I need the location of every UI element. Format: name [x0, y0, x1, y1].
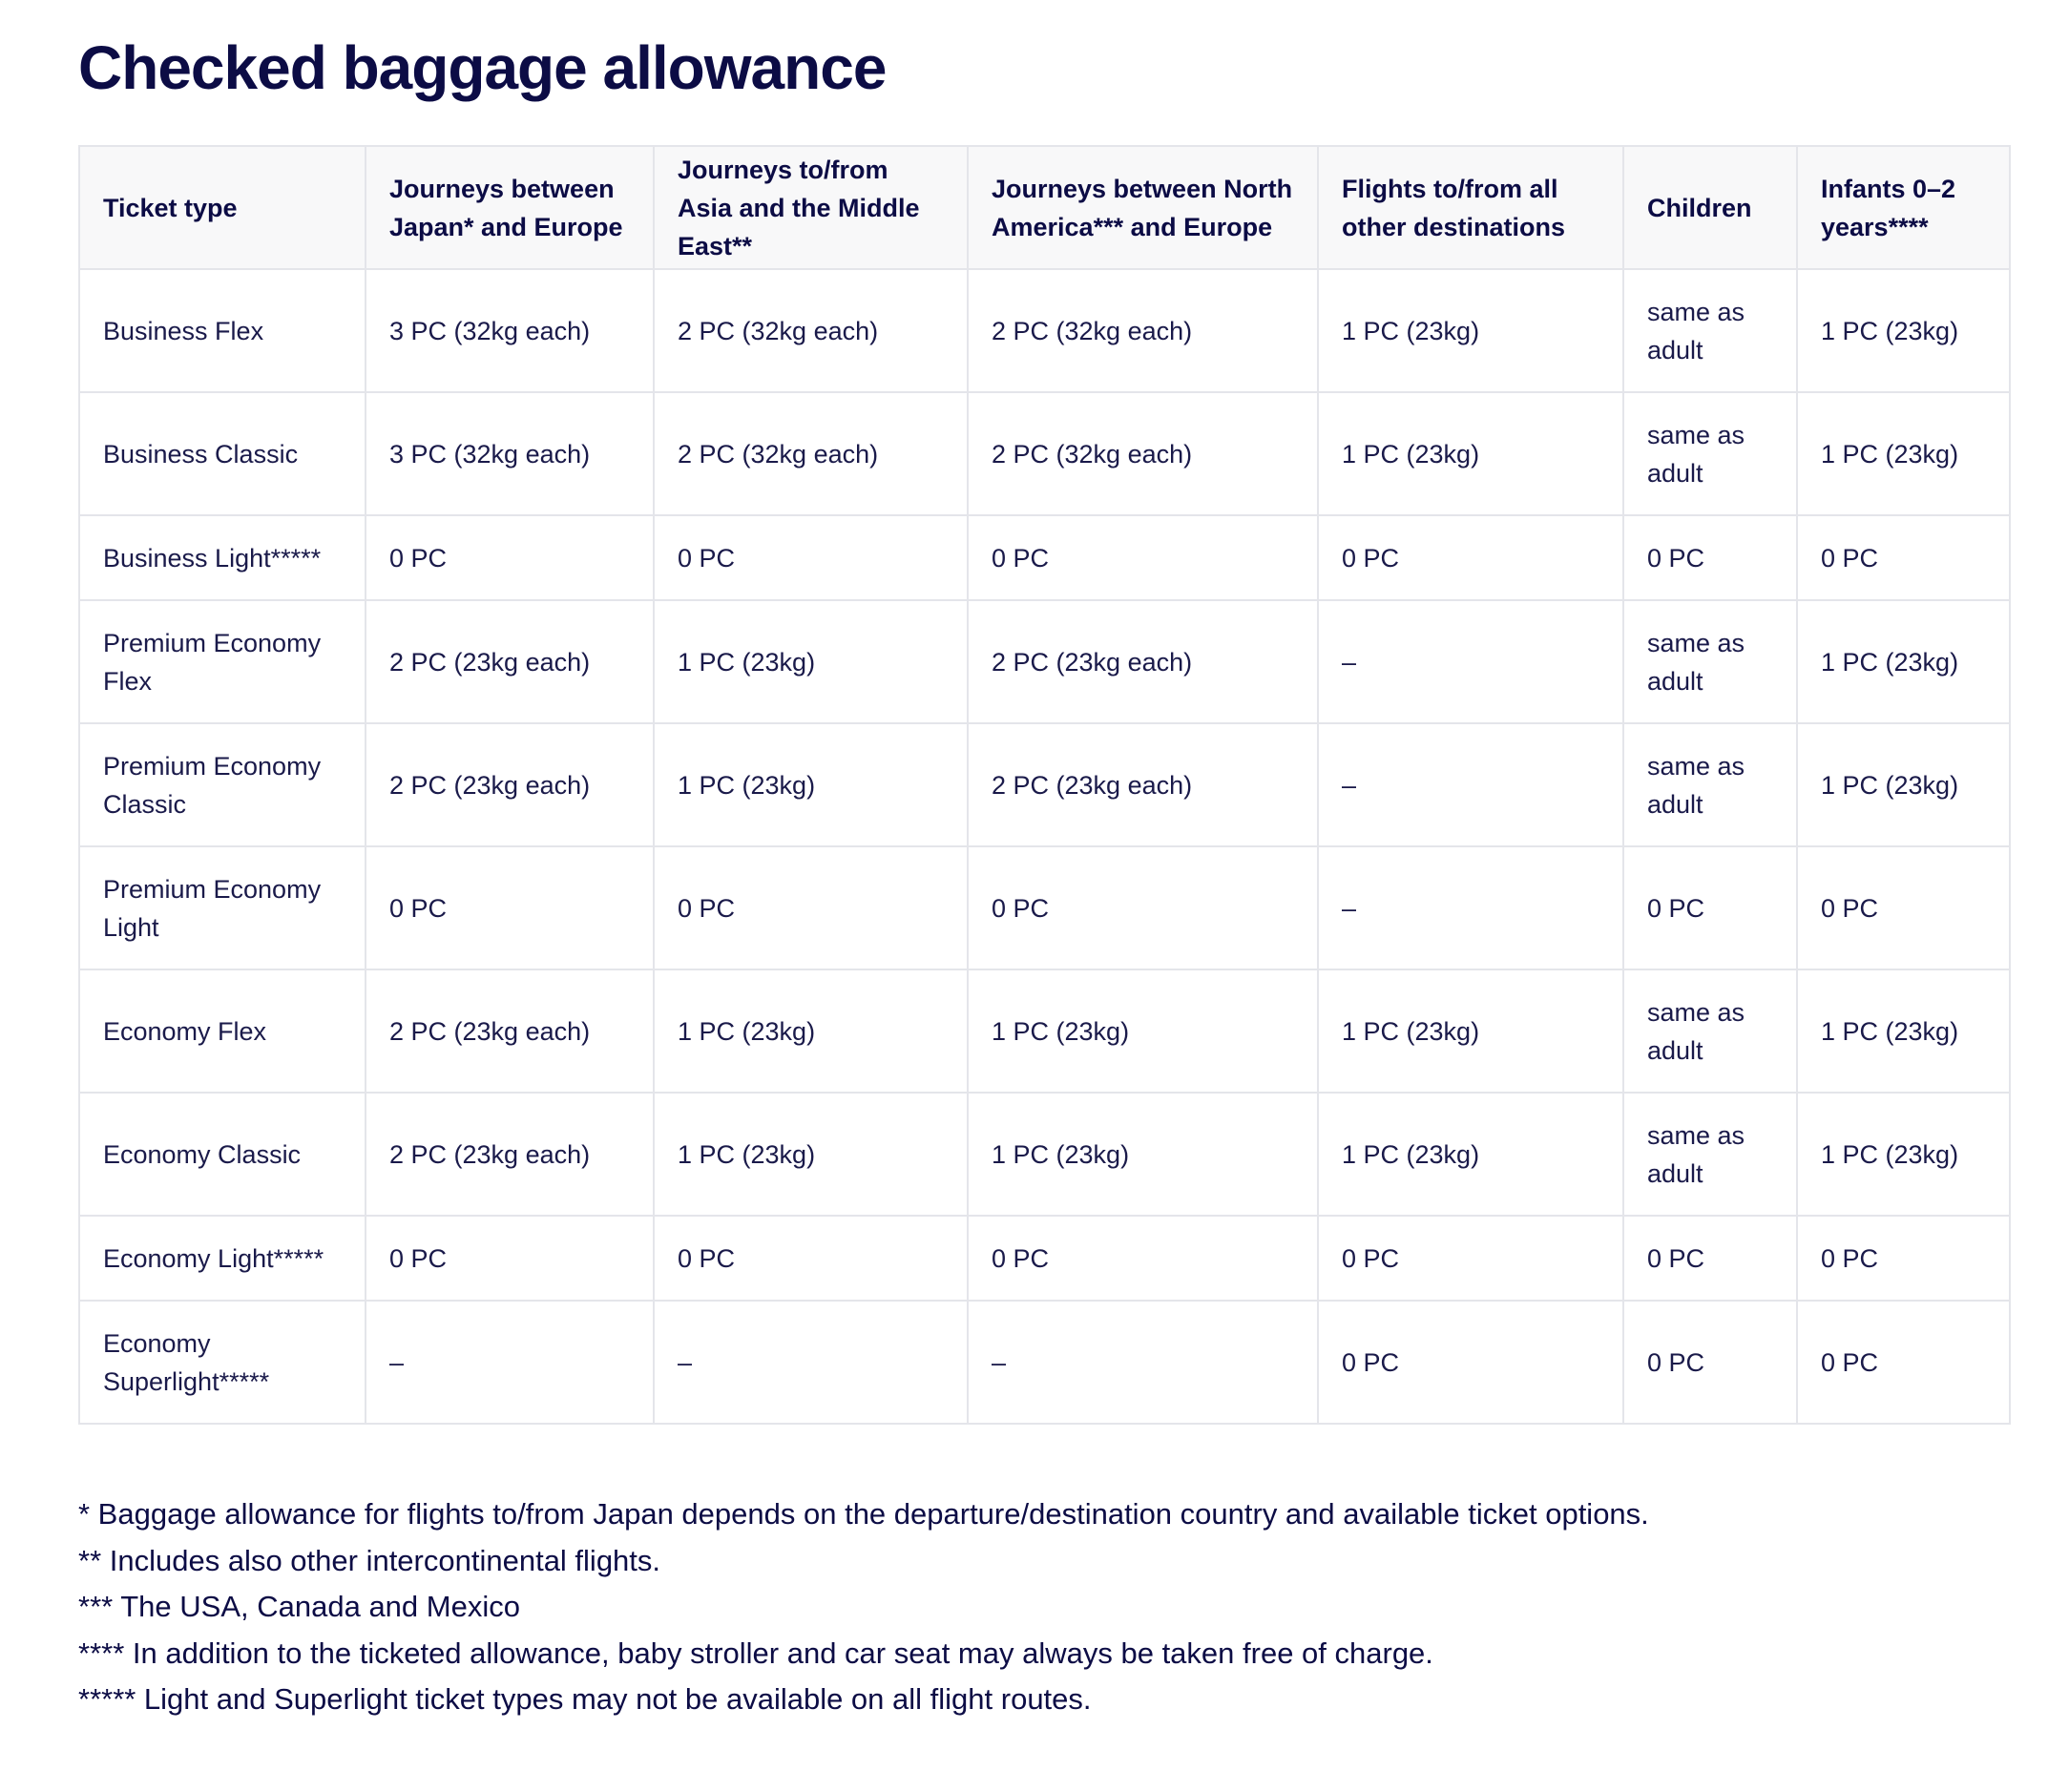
header-north-america-europe: Journeys between North America*** and Europe: [968, 146, 1318, 269]
table-cell: 1 PC (23kg): [1318, 969, 1623, 1093]
table-cell: 0 PC: [1318, 1216, 1623, 1301]
footnote: *** The USA, Canada and Mexico: [78, 1590, 520, 1623]
baggage-allowance-table: [78, 145, 2011, 1425]
table-cell: 0 PC: [654, 1216, 968, 1301]
ticket-type-cell: Economy Superlight*****: [79, 1301, 366, 1424]
table-cell: 2 PC (23kg each): [366, 600, 654, 723]
table-cell: 0 PC: [1623, 515, 1797, 600]
header-japan-europe: Journeys between Japan* and Europe: [366, 146, 654, 269]
table-cell: 0 PC: [1797, 1216, 2010, 1301]
ticket-type-cell: Economy Flex: [79, 969, 366, 1093]
table-cell: 0 PC: [968, 1216, 1318, 1301]
table-cell: –: [1318, 723, 1623, 846]
page-title: Checked baggage allowance: [78, 33, 887, 102]
table-cell: 1 PC (23kg): [654, 969, 968, 1093]
ticket-type-cell: Premium Economy Flex: [79, 600, 366, 723]
table-cell: 0 PC: [654, 846, 968, 969]
table-row: [79, 1093, 2010, 1216]
table-cell: 0 PC: [1623, 846, 1797, 969]
table-cell: 0 PC: [654, 515, 968, 600]
table-cell: 0 PC: [366, 846, 654, 969]
table-cell: 1 PC (23kg): [968, 969, 1318, 1093]
table-cell: 0 PC: [1318, 515, 1623, 600]
table-row: [79, 846, 2010, 969]
ticket-type-cell: Premium Economy Classic: [79, 723, 366, 846]
table-cell: 1 PC (23kg): [1318, 392, 1623, 515]
table-cell: 2 PC (23kg each): [366, 969, 654, 1093]
table-cell: 2 PC (23kg each): [366, 723, 654, 846]
table-cell: 0 PC: [1623, 1216, 1797, 1301]
table-row: [79, 1216, 2010, 1301]
ticket-type-cell: Business Classic: [79, 392, 366, 515]
table-cell: 2 PC (32kg each): [654, 269, 968, 392]
header-children: Children: [1623, 146, 1797, 269]
table-row: [79, 515, 2010, 600]
table-cell: same as adult: [1623, 269, 1797, 392]
table-cell: 0 PC: [366, 515, 654, 600]
table-cell: 1 PC (23kg): [1797, 269, 2010, 392]
table-row: [79, 269, 2010, 392]
footnote: **** In addition to the ticketed allowance, baby stroller and car seat may always be taken free of charge.: [78, 1636, 1433, 1670]
table-cell: 1 PC (23kg): [1797, 1093, 2010, 1216]
table-cell: –: [1318, 600, 1623, 723]
table-cell: 0 PC: [1797, 515, 2010, 600]
table-cell: 1 PC (23kg): [1797, 969, 2010, 1093]
table-cell: 1 PC (23kg): [654, 600, 968, 723]
table-cell: 3 PC (32kg each): [366, 269, 654, 392]
header-ticket-type: Ticket type: [79, 146, 366, 269]
table-header-row: [79, 146, 2010, 269]
table-cell: same as adult: [1623, 1093, 1797, 1216]
ticket-type-cell: Business Flex: [79, 269, 366, 392]
table-cell: same as adult: [1623, 600, 1797, 723]
table-cell: 1 PC (23kg): [1318, 1093, 1623, 1216]
table-cell: same as adult: [1623, 392, 1797, 515]
header-asia-middle-east: Journeys to/from Asia and the Middle East**: [654, 146, 968, 269]
table-row: [79, 1301, 2010, 1424]
table-cell: 3 PC (32kg each): [366, 392, 654, 515]
ticket-type-cell: Economy Light*****: [79, 1216, 366, 1301]
table-cell: 1 PC (23kg): [968, 1093, 1318, 1216]
footnote: ** Includes also other intercontinental flights.: [78, 1543, 661, 1577]
table-cell: 0 PC: [1797, 846, 2010, 969]
footnote: * Baggage allowance for flights to/from Japan depends on the departure/destination country and available ticket options.: [78, 1497, 1649, 1531]
table-row: [79, 969, 2010, 1093]
ticket-type-cell: Premium Economy Light: [79, 846, 366, 969]
footnote: ***** Light and Superlight ticket types may not be available on all flight routes.: [78, 1682, 1092, 1716]
table-cell: 1 PC (23kg): [1797, 600, 2010, 723]
footnotes: [78, 1491, 2016, 1723]
table-cell: –: [968, 1301, 1318, 1424]
table-cell: 1 PC (23kg): [654, 723, 968, 846]
table-cell: 2 PC (32kg each): [968, 269, 1318, 392]
table-cell: 2 PC (32kg each): [654, 392, 968, 515]
header-infants: Infants 0–2 years****: [1797, 146, 2010, 269]
table-cell: –: [1318, 846, 1623, 969]
ticket-type-cell: Business Light*****: [79, 515, 366, 600]
table-cell: 0 PC: [1797, 1301, 2010, 1424]
table-cell: 2 PC (23kg each): [968, 600, 1318, 723]
table-cell: 2 PC (32kg each): [968, 392, 1318, 515]
table-cell: same as adult: [1623, 969, 1797, 1093]
table-cell: 2 PC (23kg each): [366, 1093, 654, 1216]
table-cell: 2 PC (23kg each): [968, 723, 1318, 846]
table-cell: –: [366, 1301, 654, 1424]
table-cell: 0 PC: [968, 515, 1318, 600]
ticket-type-cell: Economy Classic: [79, 1093, 366, 1216]
header-other-destinations: Flights to/from all other destinations: [1318, 146, 1623, 269]
table-cell: 1 PC (23kg): [654, 1093, 968, 1216]
table-cell: 1 PC (23kg): [1318, 269, 1623, 392]
table-cell: 0 PC: [366, 1216, 654, 1301]
table-cell: 0 PC: [1318, 1301, 1623, 1424]
table-cell: same as adult: [1623, 723, 1797, 846]
table-cell: 1 PC (23kg): [1797, 723, 2010, 846]
table-row: [79, 723, 2010, 846]
table-cell: 0 PC: [968, 846, 1318, 969]
table-cell: –: [654, 1301, 968, 1424]
table-row: [79, 392, 2010, 515]
table-cell: 1 PC (23kg): [1797, 392, 2010, 515]
table-cell: 0 PC: [1623, 1301, 1797, 1424]
table-row: [79, 600, 2010, 723]
